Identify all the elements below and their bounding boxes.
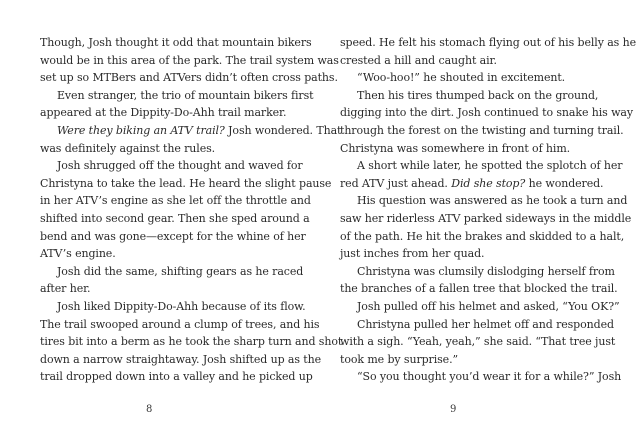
line-text: Christyna pulled her helmet off and responded xyxy=(357,317,614,331)
text-line xyxy=(57,124,341,137)
text-line xyxy=(40,194,311,207)
text-line xyxy=(357,370,621,383)
line-text: the branches of a fallen tree that blocked the trail. xyxy=(340,282,618,296)
line-text: Christyna was clumsily dislodging herself from xyxy=(357,264,615,278)
line-text: after her. xyxy=(40,282,91,296)
line-text: Even stranger, the trio of mountain bikers first xyxy=(57,88,314,102)
line-text: just inches from her quad. xyxy=(340,247,485,261)
text-line xyxy=(340,177,603,190)
right-page xyxy=(340,0,636,429)
text-line xyxy=(357,318,614,331)
text-line xyxy=(340,353,458,366)
text-line xyxy=(57,265,303,278)
line-text: in her ATV’s engine as she let off the throttle and xyxy=(40,194,311,208)
text-line xyxy=(340,230,624,243)
line-text: set up so MTBers and ATVers didn’t often cross paths. xyxy=(40,71,338,85)
text-line xyxy=(40,247,116,260)
line-text: was definitely against the rules. xyxy=(40,141,216,155)
line-text: of the path. He hit the brakes and skidded to a halt, xyxy=(340,229,625,243)
line-text: Christyna was somewhere in front of him. xyxy=(340,141,571,155)
line-text: His question was answered as he took a turn and xyxy=(357,194,628,208)
text-line xyxy=(40,106,286,119)
line-text: Christyna to take the lead. He heard the slight pause xyxy=(40,176,332,190)
line-text: Though, Josh thought it odd that mountain bikers xyxy=(40,36,312,49)
line-text: Then his tires thumped back on the ground, xyxy=(357,88,599,102)
line-text: Josh liked Dippity-Do-Ahh because of its flow. xyxy=(57,300,306,313)
line-text: “So you thought you’d wear it for a while?” Josh xyxy=(357,370,622,384)
page-number: 8 xyxy=(146,404,153,415)
text-line xyxy=(340,282,618,295)
text-line xyxy=(57,159,303,172)
line-text: Josh pulled off his helmet and asked, “You OK?” xyxy=(357,300,620,313)
line-text: Josh did the same, shifting gears as he raced xyxy=(57,264,304,278)
line-text: trail dropped down into a valley and he picked up xyxy=(40,370,313,384)
line-text: through the forest on the twisting and turning trail. xyxy=(340,124,624,137)
text-line xyxy=(40,282,90,295)
line-text: Josh shrugged off the thought and waved for xyxy=(57,159,303,173)
italic-text: Did she stop? xyxy=(451,176,526,190)
text-line xyxy=(40,212,310,225)
line-text: A short while later, he spotted the splotch of her xyxy=(357,159,623,173)
line-text: took me by surprise.” xyxy=(340,352,458,366)
text-line xyxy=(340,124,624,137)
text-line xyxy=(40,142,215,155)
line-text: would be in this area of the park. The trail system was xyxy=(40,53,339,67)
line-text: he wondered. xyxy=(525,176,604,190)
line-text: appeared at the Dippity-Do-Ahh trail marker. xyxy=(40,106,287,120)
text-line xyxy=(340,36,636,49)
line-text: red ATV just ahead. xyxy=(340,176,452,190)
text-line xyxy=(340,335,615,348)
line-text: bend and was gone—except for the whine of her xyxy=(40,229,306,243)
text-line xyxy=(40,370,313,383)
line-text: down a narrow straightaway. Josh shifted up as the xyxy=(40,352,322,366)
left-page xyxy=(40,0,343,429)
text-line xyxy=(340,106,633,119)
page-number: 9 xyxy=(450,404,457,415)
text-line xyxy=(357,194,627,207)
line-text: saw her riderless ATV parked sideways in the middle xyxy=(340,212,632,225)
line-text: ATV’s engine. xyxy=(40,247,116,261)
text-line xyxy=(40,177,331,190)
text-line xyxy=(57,89,313,102)
line-text: shifted into second gear. Then she sped around a xyxy=(40,212,310,225)
text-line xyxy=(40,71,338,84)
text-line xyxy=(340,247,484,260)
text-line xyxy=(40,54,339,67)
line-text: tires bit into a berm as he took the sharp turn and shot xyxy=(40,335,343,349)
line-text: The trail swooped around a clump of trees, and his xyxy=(40,317,320,331)
line-text: speed. He felt his stomach flying out of his belly as he xyxy=(340,36,636,49)
line-text: crested a hill and caught air. xyxy=(340,53,497,67)
text-line xyxy=(40,230,306,243)
text-line xyxy=(40,36,312,49)
text-line xyxy=(57,300,306,313)
line-text: with a sigh. “Yeah, yeah,” she said. “That tree just xyxy=(340,335,616,349)
text-line xyxy=(357,159,622,172)
line-text: “Woo-hoo!” he shouted in excitement. xyxy=(357,71,566,85)
text-line xyxy=(40,353,321,366)
line-text: digging into the dirt. Josh continued to snake his way xyxy=(340,106,633,120)
text-line xyxy=(340,142,570,155)
text-line xyxy=(40,318,319,331)
text-line xyxy=(357,300,620,313)
line-text: Josh wondered. That xyxy=(224,124,342,137)
text-line xyxy=(357,71,565,84)
text-line xyxy=(340,54,497,67)
text-line xyxy=(40,335,342,348)
italic-text: Were they biking an ATV trail? xyxy=(57,124,225,137)
text-line xyxy=(357,265,615,278)
text-line xyxy=(340,212,631,225)
text-line xyxy=(357,89,598,102)
